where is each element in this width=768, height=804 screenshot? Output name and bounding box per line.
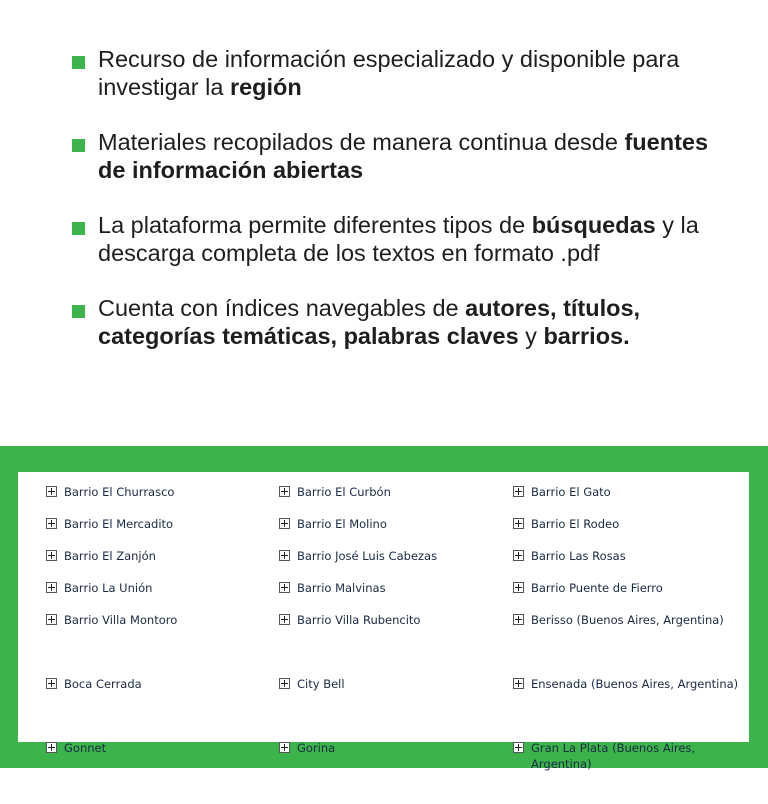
barrio-index-label[interactable]: Boca Cerrada xyxy=(64,677,142,691)
feature-text-part: Cuenta con índices navegables de xyxy=(98,295,466,321)
barrio-index-item[interactable] xyxy=(46,676,279,740)
green-square-bullet-icon xyxy=(72,305,85,318)
barrio-index-item[interactable] xyxy=(279,740,513,804)
feature-text-part: y la descarga completa de los textos en formato .pdf xyxy=(98,212,699,266)
barrio-index-item[interactable] xyxy=(46,740,279,804)
barrio-index-item[interactable] xyxy=(513,740,753,804)
feature-text-bold: autores, títulos, categorías temáticas, palabras claves xyxy=(98,295,641,349)
barrio-index-label[interactable]: Barrio La Unión xyxy=(64,581,153,595)
barrio-index-item[interactable] xyxy=(279,612,513,676)
feature-item xyxy=(72,129,712,184)
barrio-index-label[interactable]: Gorina xyxy=(297,741,336,755)
feature-item xyxy=(72,295,712,350)
barrio-index-item[interactable] xyxy=(279,484,513,516)
barrio-index-item[interactable] xyxy=(513,484,753,516)
barrio-index-label[interactable]: Barrio El Rodeo xyxy=(531,517,620,531)
feature-text-bold: barrios. xyxy=(543,322,630,349)
feature-list xyxy=(72,46,712,378)
feature-item xyxy=(72,46,712,101)
barrio-index-item[interactable] xyxy=(46,484,279,516)
feature-text-part: Recurso de información especializado y disponible para investigar la xyxy=(98,46,680,100)
barrio-index-label[interactable]: Barrio El Curbón xyxy=(297,485,391,499)
feature-text xyxy=(98,129,712,184)
feature-text xyxy=(98,295,712,350)
barrio-index-item[interactable] xyxy=(513,548,753,580)
feature-text-bold: región xyxy=(229,73,302,100)
barrio-index-label[interactable]: Barrio Las Rosas xyxy=(531,549,626,563)
plus-box-icon[interactable] xyxy=(513,518,524,529)
feature-text-bold: fuentes de información abiertas xyxy=(98,129,709,183)
plus-box-icon[interactable] xyxy=(513,614,524,625)
barrio-index-label[interactable]: Barrio José Luis Cabezas xyxy=(297,549,438,563)
plus-box-icon[interactable] xyxy=(46,518,57,529)
barrio-index-item[interactable] xyxy=(279,676,513,740)
plus-box-icon[interactable] xyxy=(513,742,524,753)
barrio-index-label[interactable]: Barrio El Gato xyxy=(531,485,611,499)
plus-box-icon[interactable] xyxy=(279,582,290,593)
barrio-index-label[interactable]: Berisso (Buenos Aires, Argentina) xyxy=(531,613,724,627)
barrio-index-item[interactable] xyxy=(46,580,279,612)
plus-box-icon[interactable] xyxy=(279,550,290,561)
plus-box-icon[interactable] xyxy=(46,678,57,689)
barrio-index-label[interactable]: Barrio El Mercadito xyxy=(64,517,174,531)
plus-box-icon[interactable] xyxy=(46,614,57,625)
feature-text-bold: búsquedas xyxy=(531,212,656,238)
barrio-index-label[interactable]: Barrio Malvinas xyxy=(297,581,386,595)
barrio-index-item[interactable] xyxy=(46,516,279,548)
barrio-index-label[interactable]: Barrio El Zanjón xyxy=(64,549,156,563)
feature-text-part: Materiales recopilados de manera continua desde xyxy=(98,129,625,155)
barrio-index-item[interactable] xyxy=(513,676,753,740)
barrio-index-label[interactable]: Ensenada (Buenos Aires, Argentina) xyxy=(531,677,739,691)
barrio-index-label[interactable]: Barrio El Molino xyxy=(297,517,387,531)
plus-box-icon[interactable] xyxy=(513,678,524,689)
barrio-index-label[interactable]: Barrio El Churrasco xyxy=(64,485,175,499)
barrio-index-item[interactable] xyxy=(46,612,279,676)
plus-box-icon[interactable] xyxy=(513,550,524,561)
barrios-index-card xyxy=(18,472,749,771)
plus-box-icon[interactable] xyxy=(279,614,290,625)
barrios-index-grid xyxy=(46,484,753,804)
barrio-index-label[interactable]: Barrio Villa Montoro xyxy=(64,613,178,627)
plus-box-icon[interactable] xyxy=(513,582,524,593)
barrio-index-item[interactable] xyxy=(513,612,753,676)
barrio-index-label[interactable]: Gonnet xyxy=(64,741,107,755)
plus-box-icon[interactable] xyxy=(46,550,57,561)
barrio-index-label[interactable]: Gran La Plata (Buenos Aires, Argentina) xyxy=(531,741,696,771)
feature-item xyxy=(72,212,712,267)
barrio-index-item[interactable] xyxy=(279,580,513,612)
barrio-index-label[interactable]: Barrio Villa Rubencito xyxy=(297,613,421,627)
plus-box-icon[interactable] xyxy=(46,582,57,593)
barrio-index-item[interactable] xyxy=(279,516,513,548)
plus-box-icon[interactable] xyxy=(279,678,290,689)
plus-box-icon[interactable] xyxy=(46,486,57,497)
barrio-index-item[interactable] xyxy=(46,548,279,580)
green-square-bullet-icon xyxy=(72,222,85,235)
barrio-index-item[interactable] xyxy=(513,580,753,612)
feature-text xyxy=(98,212,712,267)
barrio-index-label[interactable]: City Bell xyxy=(297,677,345,691)
plus-box-icon[interactable] xyxy=(513,486,524,497)
green-square-bullet-icon xyxy=(72,139,85,152)
plus-box-icon[interactable] xyxy=(46,742,57,753)
barrio-index-item[interactable] xyxy=(513,516,753,548)
barrio-index-item[interactable] xyxy=(279,548,513,580)
plus-box-icon[interactable] xyxy=(279,486,290,497)
plus-box-icon[interactable] xyxy=(279,518,290,529)
barrio-index-label[interactable]: Barrio Puente de Fierro xyxy=(531,581,663,595)
feature-text-part: La plataforma permite diferentes tipos de xyxy=(98,212,532,238)
plus-box-icon[interactable] xyxy=(279,742,290,753)
green-square-bullet-icon xyxy=(72,56,85,69)
feature-text xyxy=(98,46,712,101)
feature-text-part: y xyxy=(518,322,544,349)
